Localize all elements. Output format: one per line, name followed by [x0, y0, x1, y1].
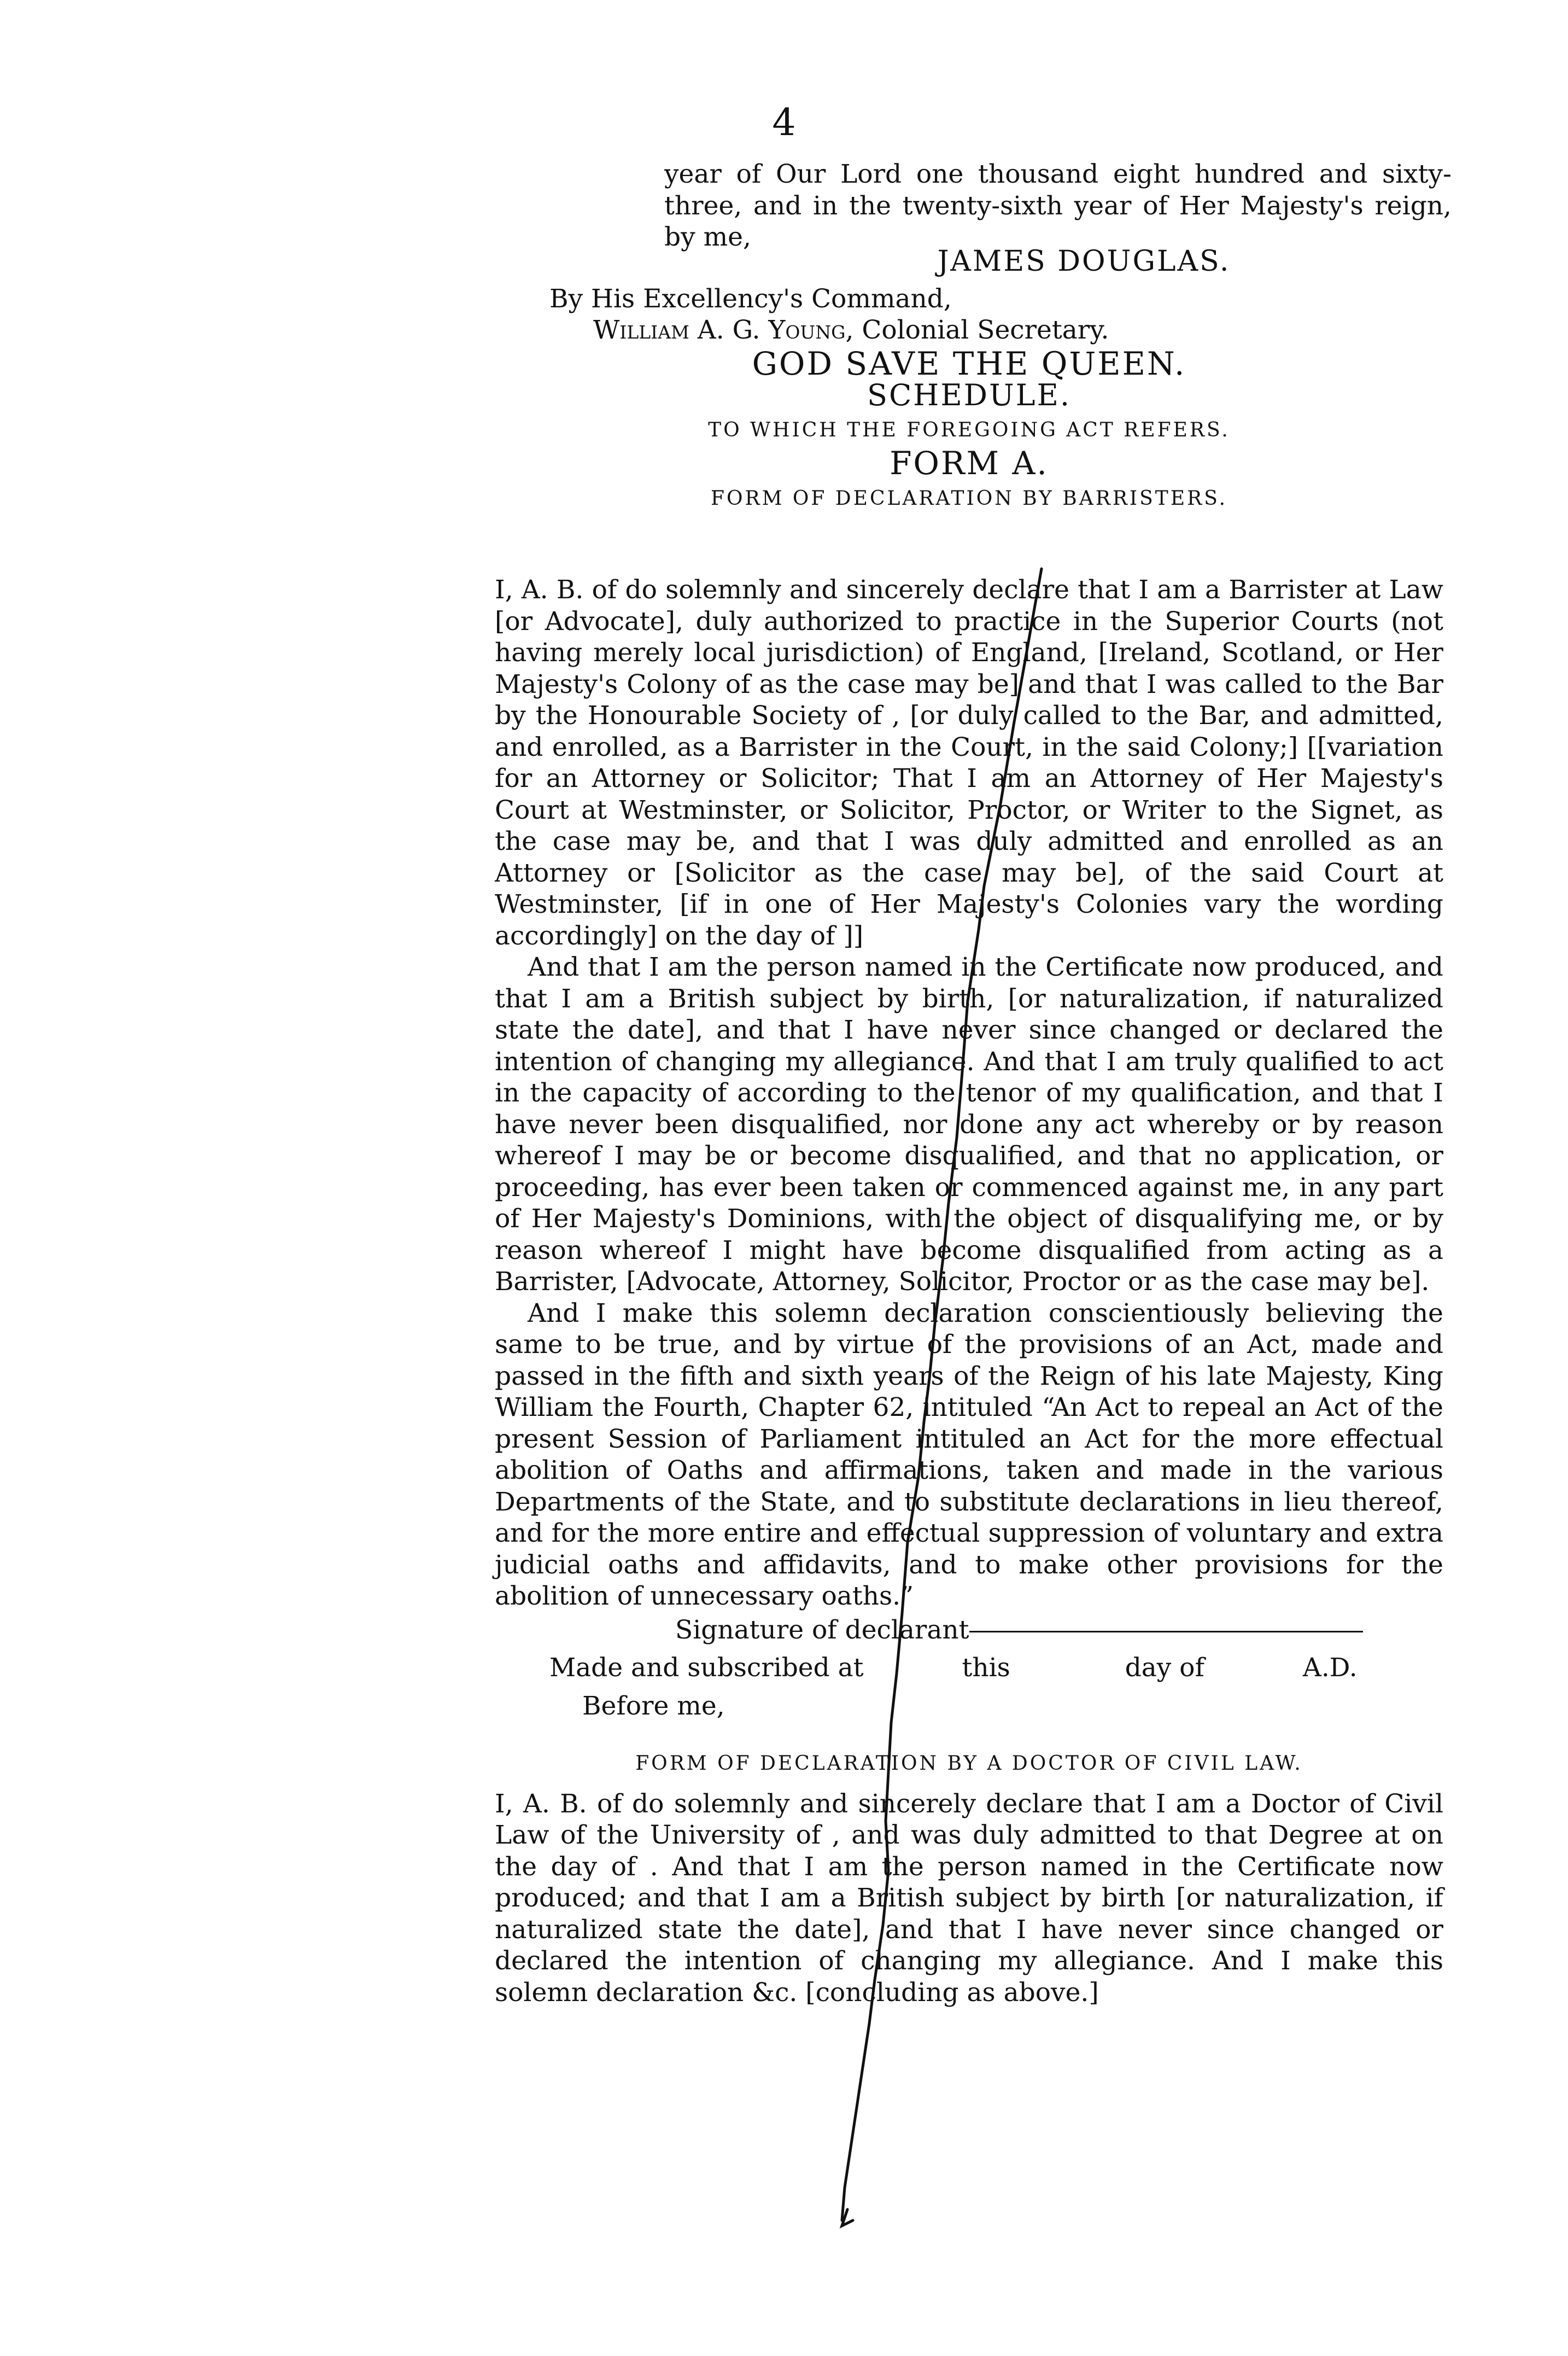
signature-rule: [969, 1631, 1363, 1632]
form-b-subheading: FORM OF DECLARATION BY A DOCTOR OF CIVIL LAW.: [635, 1752, 1303, 1775]
secretary-title: Colonial Secretary.: [862, 315, 1109, 345]
proclamation-attest: [664, 159, 1452, 253]
day-of-label: day of: [1125, 1653, 1204, 1683]
proclamation-block: [495, 246, 1443, 514]
this-label: this: [962, 1653, 1010, 1683]
god-save-the-queen: GOD SAVE THE QUEEN.: [752, 345, 1186, 382]
governor-name: JAMES DOUGLAS.: [937, 245, 1231, 278]
form-b-paragraph-1: I, A. B. of do solemnly and sincerely declare that I am a Doctor of Civil Law of the University of , and was duly admitted to that Degree at on the day of . And that I am the person named in the Certificate now produced; and that I am a British subject by birth [or naturalization, if naturalized state the date], and that I have never since changed or declared the intention of changing my allegiance. And I make this solemn declaration &c. [concluding as above.]: [495, 1788, 1443, 2008]
schedule-subheading: TO WHICH THE FOREGOING ACT REFERS.: [708, 418, 1230, 441]
made-subscribed-line: [495, 1652, 1443, 1684]
signature-label: Signature of declarant: [675, 1614, 969, 1645]
secretary-name: William A. G. Young,: [593, 315, 854, 345]
form-a-subheading: FORM OF DECLARATION BY BARRISTERS.: [710, 487, 1228, 510]
form-a-paragraph-2: And that I am the person named in the Certificate now produced, and that I am a British subject by birth, [or naturalization, if naturalized state the date], and that I have never since changed or declared the intention of changing my allegiance. And that I am truly qualified to act in the capacity of according to the tenor of my qualification, and that I have never been disqualified, nor done any act whereby or by reason whereof I may be or become disqualified, and that no application, or proceeding, has ever been taken or commenced against me, in any part of Her Majesty's Dominions, with the object of disqualifying me, or by reason whereof I might have become disqualified from acting as a Barrister, [Advocate, Attorney, Solicitor, Proctor or as the case may be].: [495, 952, 1443, 1297]
schedule-heading: SCHEDULE.: [867, 378, 1072, 412]
form-a-paragraph-3: And I make this solemn declaration conscientiously believing the same to be true, and by virtue of the provisions of an Act, made and passed in the fifth and sixth years of the Reign of his late Majesty, King William the Fourth, Chapter 62, intituled “An Act to repeal an Act of the present Session of Parliament intituled an Act for the more effectual abolition of Oaths and affirmations, taken and made in the various Departments of the State, and to substitute declarations in lieu thereof, and for the more entire and effectual suppression of voluntary and extra judicial oaths and affidavits, and to make other provisions for the abolition of unnecessary oaths.”: [495, 1298, 1443, 1611]
ad-label: A.D.: [1302, 1653, 1358, 1683]
before-me: Before me,: [582, 1690, 725, 1721]
command-line: By His Excellency's Command,: [549, 283, 952, 314]
page-number: 4: [772, 101, 796, 144]
secretary-line: [495, 314, 1443, 346]
attest-line: year of Our Lord one thousand eight hundred and sixty-three, and in the twenty-sixth year of Her Majesty's reign, by me,: [664, 159, 1452, 252]
form-a-heading: FORM A.: [890, 445, 1049, 482]
form-a-body: [495, 574, 1443, 2008]
form-a-paragraph-1: I, A. B. of do solemnly and sincerely declare that I am a Barrister at Law [or Advocate], duly authorized to practice in the Superior Courts (not having merely local jurisdiction) of England, [Ireland, Scotland, or Her Majesty's Colony of as the case may be] and that I was called to the Bar by the Honourable Society of , [or duly called to the Bar, and admitted, and enrolled, as a Barrister in the Court, in the said Colony;] [[variation for an Attorney or Solicitor; That I am an Attorney of Her Majesty's Court at Westminster, or Solicitor, Proctor, or Writer to the Signet, as the case may be, and that I was duly admitted and enrolled as an Attorney or [Solicitor as the case may be], of the said Court at Westminster, [if in one of Her Majesty's Colonies vary the wording accordingly] on the day of ]]: [495, 575, 1443, 951]
signature-line: [495, 1614, 1443, 1646]
made-at-label: Made and subscribed at: [549, 1653, 864, 1683]
